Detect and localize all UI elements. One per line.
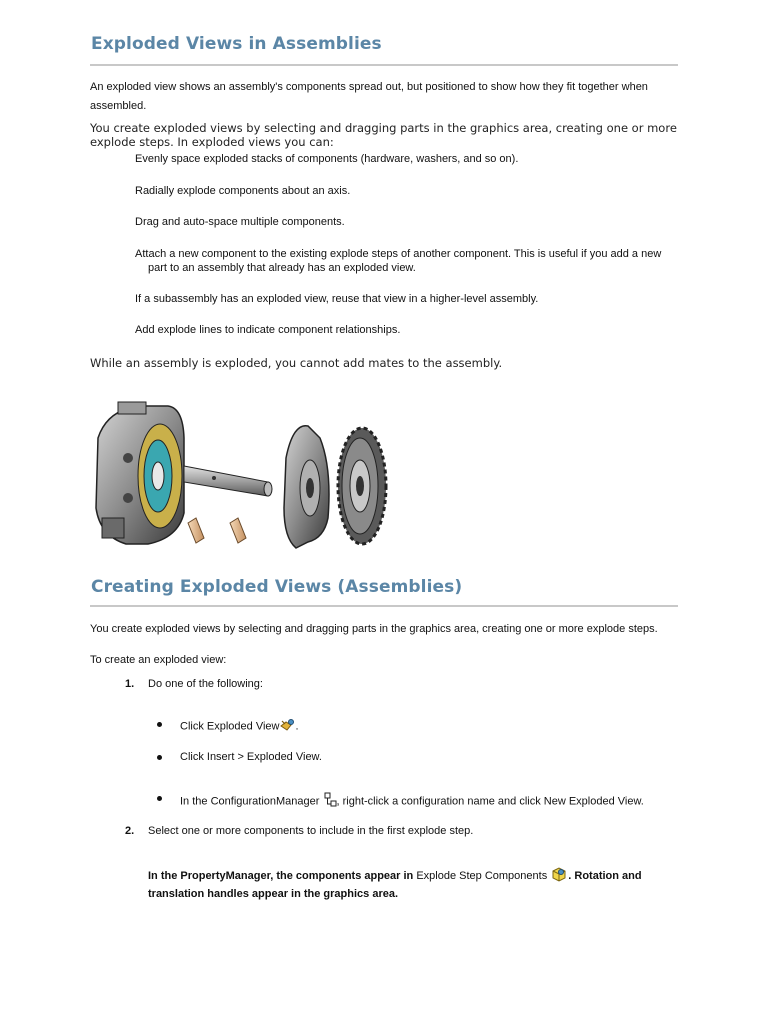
list-item: If a subassembly has an exploded view, reuse that view in a higher-level assembly. — [135, 293, 539, 305]
explode-step-components-icon — [550, 865, 568, 887]
title-divider — [90, 64, 678, 66]
configuration-manager-icon — [323, 792, 337, 811]
list-item: Radially explode components about an axis. — [135, 185, 351, 197]
para2-line-2: explode steps. In exploded views you can: — [90, 135, 334, 149]
intro-line-1: An exploded view shows an assembly's components spread out, but positioned to show how they fit together when — [90, 81, 648, 93]
note-text: translation handles appear in the graphics area. — [148, 888, 399, 900]
section-title-exploded-views: Exploded Views in Assemblies — [91, 34, 382, 54]
section2-para1: You create exploded views by selecting and dragging parts in the graphics area, creating one or more explode steps. — [90, 623, 658, 635]
shaft-part — [184, 466, 272, 496]
intro-line-2: assembled. — [90, 100, 147, 112]
bullet-dot — [157, 755, 162, 760]
bullet-dot — [157, 796, 162, 801]
closing-note: While an assembly is exploded, you cannot add mates to the assembly. — [90, 356, 503, 370]
exploded-view-icon — [279, 718, 295, 735]
list-item-wrap: part to an assembly that already has an exploded view. — [148, 262, 416, 274]
step-number: 2. — [125, 825, 135, 837]
sub-step-configuration-manager — [180, 792, 644, 811]
sub-step-insert: Click Insert > Exploded View. — [180, 751, 322, 763]
sub-step-text: In the ConfigurationManager — [180, 795, 320, 808]
note-text: In the PropertyManager, the components appear in — [148, 869, 414, 882]
sub-step-exploded-view — [180, 718, 299, 735]
sub-step-text-end: , right-click a configuration name and click New Exploded View. — [336, 795, 644, 808]
step-number: 1. — [125, 678, 135, 690]
sub-step-end: . — [295, 720, 299, 733]
title-divider — [90, 605, 678, 607]
bullet-dot — [157, 722, 162, 727]
step-text: Do one of the following: — [148, 678, 263, 690]
gear-part — [338, 428, 386, 544]
property-manager-note — [148, 865, 688, 901]
list-item: Add explode lines to indicate component relationships. — [135, 324, 401, 336]
list-item: Evenly space exploded stacks of components (hardware, washers, and so on). — [135, 153, 519, 165]
housing-part — [96, 402, 184, 544]
list-item: Drag and auto-space multiple components. — [135, 216, 345, 228]
note-text-normal: Explode Step Components — [416, 869, 548, 882]
para2-line-1: You create exploded views by selecting and dragging parts in the graphics area, creating one or more — [90, 121, 677, 135]
list-item: Attach a new component to the existing explode steps of another component. This is useful if you add a new — [135, 248, 662, 260]
section-title-creating-exploded-views: Creating Exploded Views (Assemblies) — [91, 577, 463, 597]
note-text: . Rotation and — [568, 869, 642, 882]
pin-part — [188, 518, 246, 543]
sub-step-text: Click Exploded View — [180, 720, 280, 733]
exploded-assembly-image — [88, 398, 398, 558]
flange-part — [284, 426, 329, 548]
list-item-continuation — [135, 261, 685, 275]
section2-para2: To create an exploded view: — [90, 654, 227, 666]
step-text: Select one or more components to include in the first explode step. — [148, 825, 474, 837]
